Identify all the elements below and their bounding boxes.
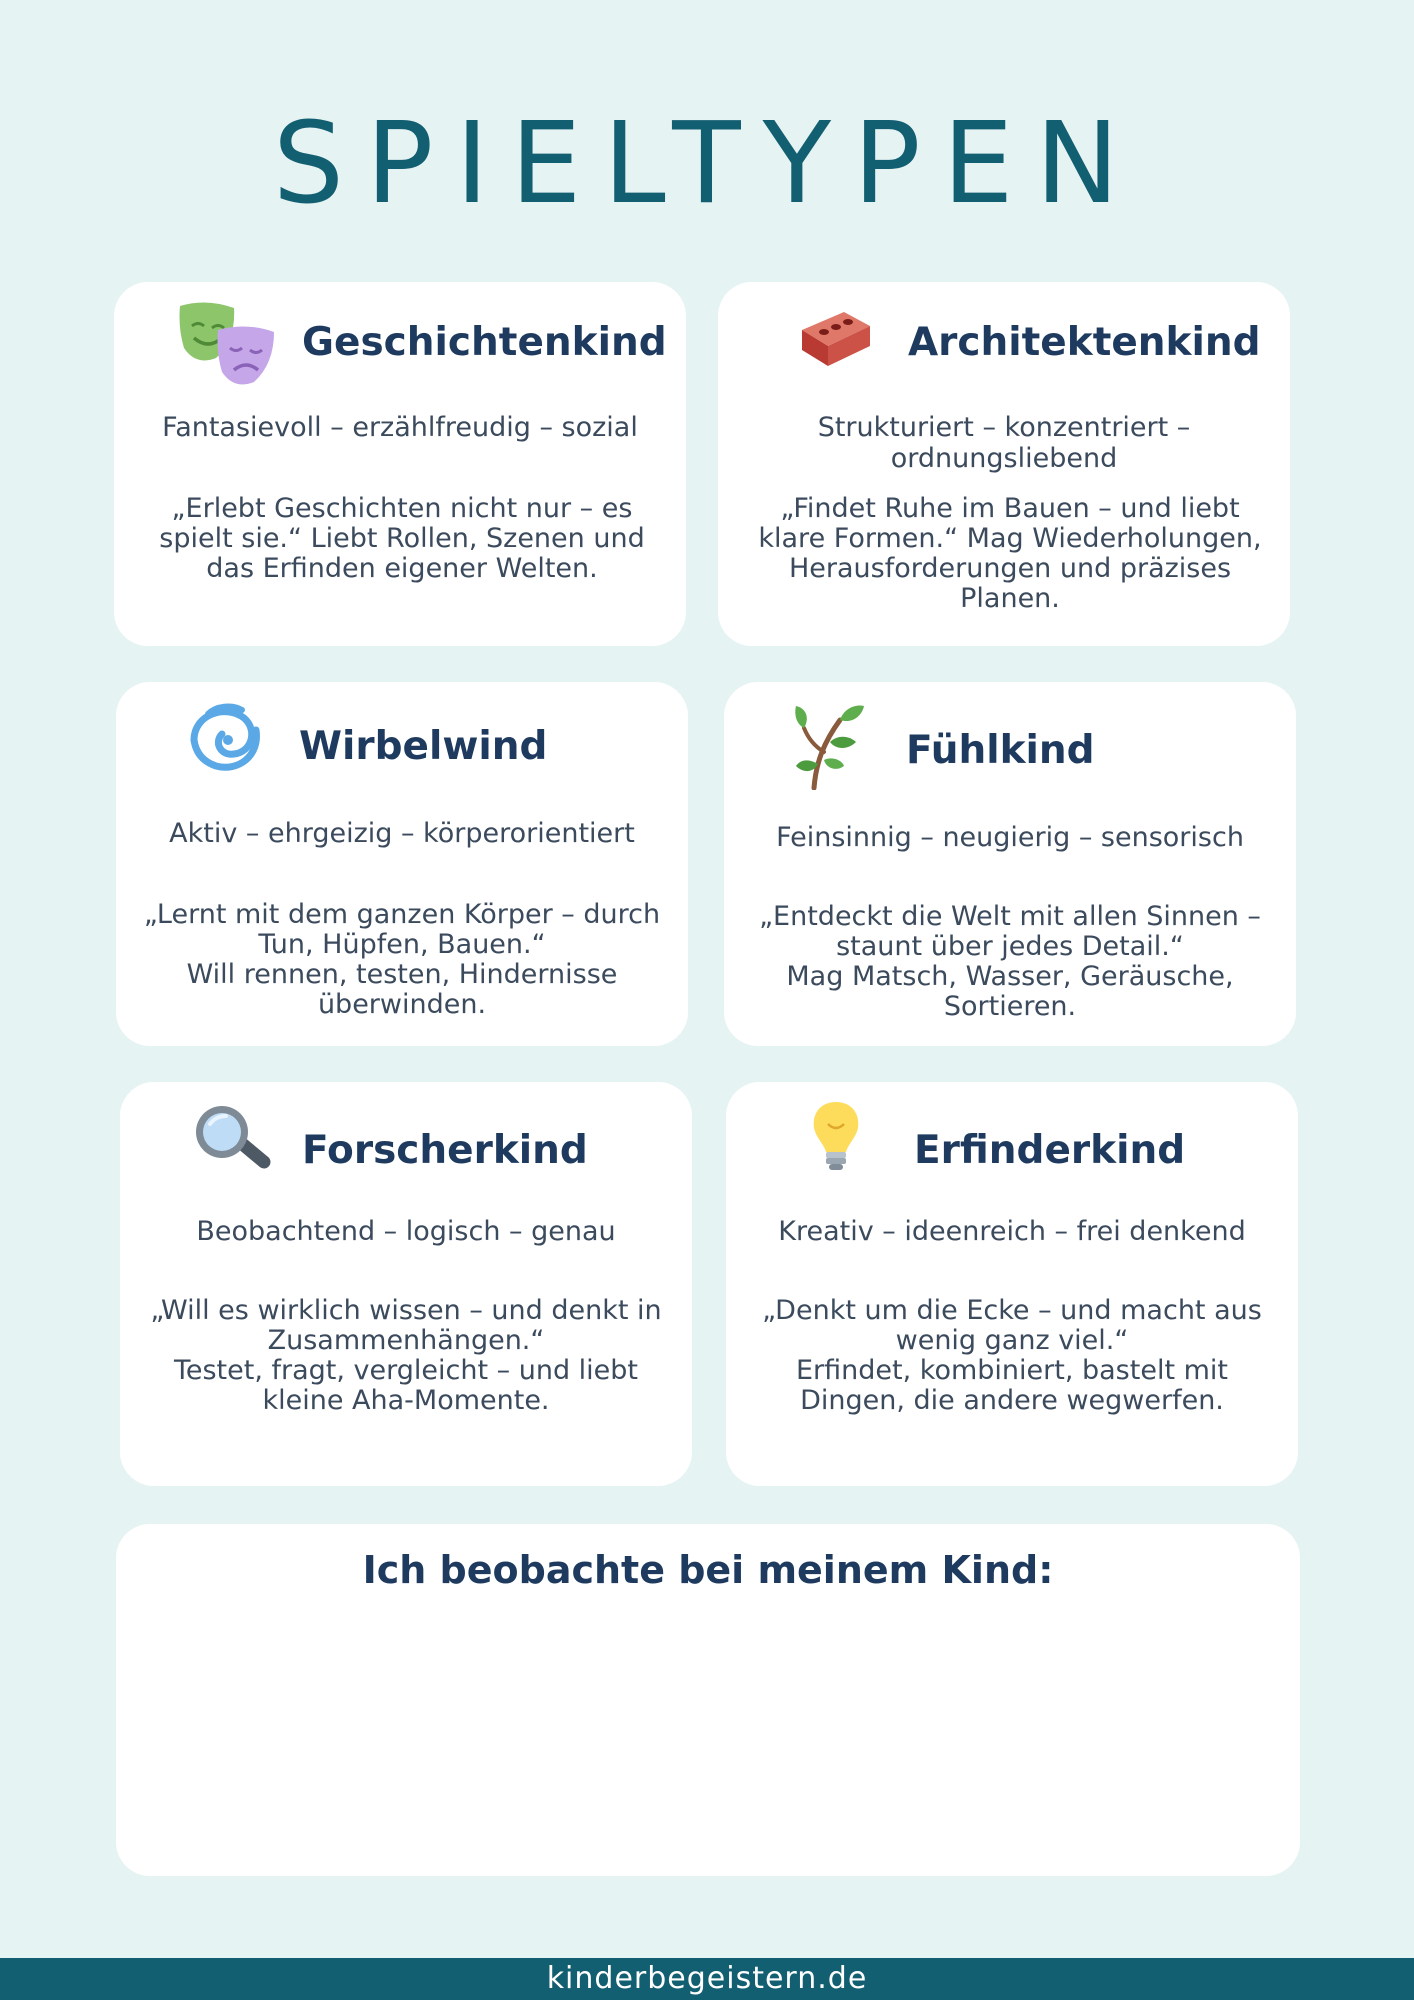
card-quote: „Entdeckt die Welt mit allen Sinnen – staunt über jedes Detail.“ Mag Matsch, Wasser, Geräusche, Sortieren. — [759, 901, 1261, 1022]
observation-title: Ich beobachte bei meinem Kind: — [362, 1548, 1054, 1592]
card-traits: Strukturiert – konzentriert – ordnungsliebend — [817, 412, 1191, 474]
card-title: Wirbelwind — [299, 724, 548, 769]
card-geschichtenkind — [114, 282, 686, 646]
card-traits: Fantasievoll – erzählfreudig – sozial — [162, 412, 638, 443]
card-title: Erfinderkind — [914, 1128, 1186, 1173]
card-title: Geschichtenkind — [302, 320, 667, 365]
brick-icon — [798, 304, 874, 374]
card-header — [718, 282, 1290, 412]
light-bulb-icon — [810, 1100, 862, 1174]
observation-box — [116, 1524, 1300, 1876]
card-header — [116, 682, 688, 812]
cyclone-icon — [186, 700, 264, 774]
footer-website: kinderbegeistern.de — [0, 1958, 1414, 2000]
card-quote: „Denkt um die Ecke – und macht aus wenig ganz viel.“ Erfindet, kombiniert, bastelt mit Dingen, die andere wegwerfen. — [762, 1295, 1262, 1416]
card-header — [726, 1082, 1298, 1212]
card-quote: „Lernt mit dem ganzen Körper – durch Tun, Hüpfen, Bauen.“ Will rennen, testen, Hindernisse überwinden. — [143, 899, 661, 1020]
card-traits: Kreativ – ideenreich – frei denkend — [778, 1216, 1246, 1247]
observation-writing-area[interactable] — [156, 1624, 1260, 1846]
card-traits: Beobachtend – logisch – genau — [196, 1216, 616, 1247]
card-wirbelwind — [116, 682, 688, 1046]
card-quote: „Erlebt Geschichten nicht nur – es spielt sie.“ Liebt Rollen, Szenen und das Erfinden eigener Welten. — [159, 493, 645, 584]
card-fuehlkind — [724, 682, 1296, 1046]
page-title: SPIELTYPEN — [272, 99, 1142, 229]
card-quote: „Findet Ruhe im Bauen – und liebt klare Formen.“ Mag Wiederholungen, Herausforderungen und präzises Planen. — [758, 493, 1262, 614]
magnifying-glass-icon — [190, 1102, 272, 1172]
card-forscherkind — [120, 1082, 692, 1486]
card-traits: Aktiv – ehrgeizig – körperorientiert — [169, 818, 635, 849]
card-quote: „Will es wirklich wissen – und denkt in Zusammenhängen.“ Testet, fragt, vergleicht – und liebt kleine Aha-Momente. — [150, 1295, 662, 1416]
theater-masks-icon — [176, 300, 276, 392]
card-title: Forscherkind — [302, 1128, 588, 1173]
card-title: Fühlkind — [906, 728, 1095, 773]
sprout-icon — [794, 702, 866, 790]
card-erfinderkind — [726, 1082, 1298, 1486]
card-header — [120, 1082, 692, 1212]
card-traits: Feinsinnig – neugierig – sensorisch — [776, 822, 1244, 853]
card-architektenkind — [718, 282, 1290, 646]
card-header — [724, 682, 1296, 812]
card-title: Architektenkind — [908, 320, 1261, 365]
card-header — [114, 282, 686, 412]
